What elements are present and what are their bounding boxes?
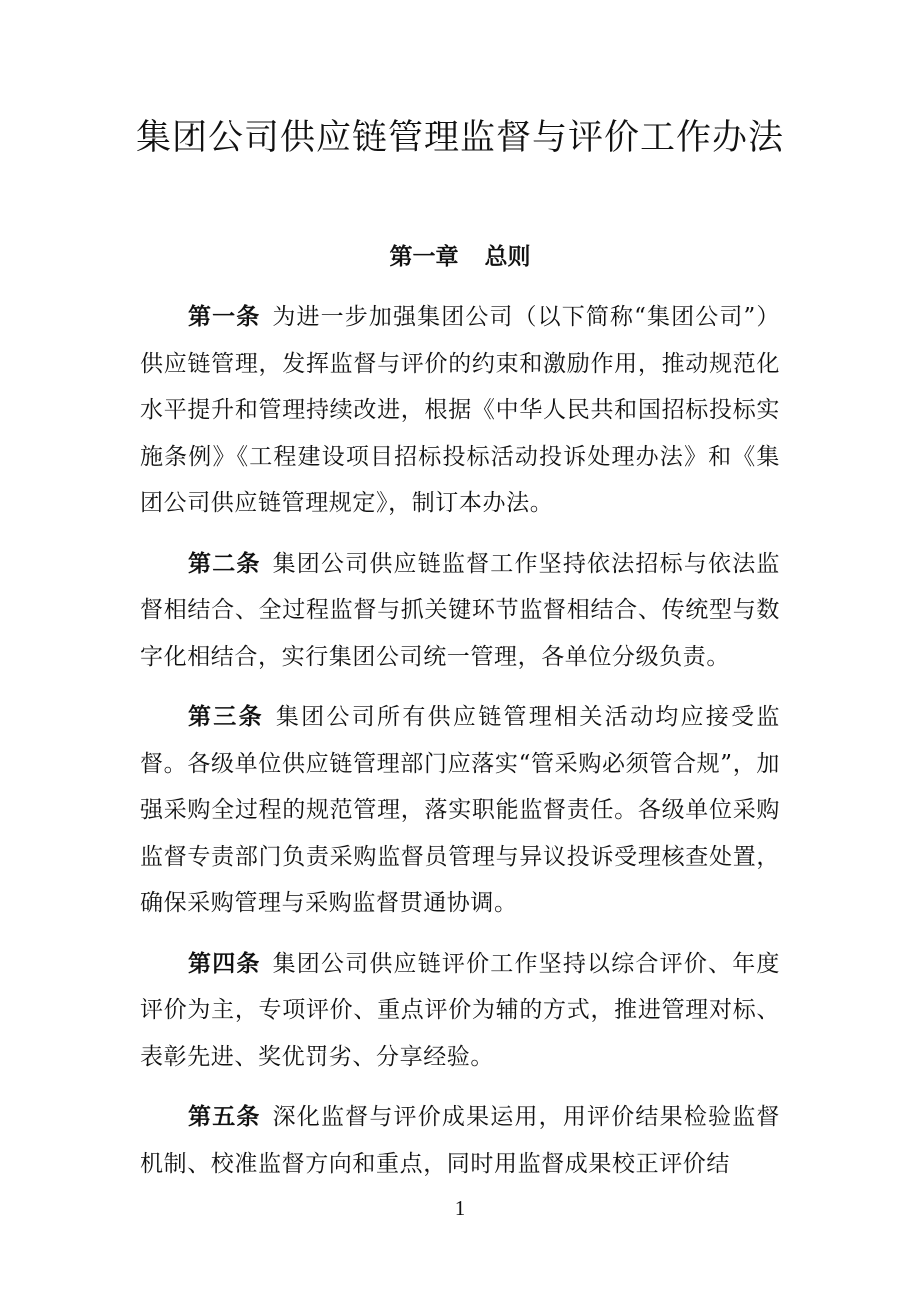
article-1 [140,294,780,527]
article-text: 集团公司所有供应链管理相关活动均应接受监督。各级单位供应链管理部门应落实“管采购必须管合规”，加强采购全过程的规范管理，落实职能监督责任。各级单位采购监督专责部门负责采购监督员管理与异议投诉受理核查处置，确保采购管理与采购监督贯通协调。 [140,704,780,916]
article-label: 第一条 [188,304,261,330]
article-label: 第三条 [188,704,264,730]
chapter-number: 第一章 [389,244,459,270]
chapter-heading [0,238,920,271]
article-4 [140,941,780,1081]
article-label: 第二条 [188,550,261,577]
article-label: 第四条 [188,950,261,977]
article-text: 为进一步加强集团公司（以下简称“集团公司”）供应链管理，发挥监督与评价的约束和激励作用，推动规范化水平提升和管理持续改进，根据《中华人民共和国招标投标实施条例》《工程建设项目招标投标活动投诉处理办法》和《集团公司供应链管理规定》，制订本办法。 [140,304,780,516]
chapter-name: 总则 [484,244,531,270]
document-body [140,294,780,1187]
page-number: 1 [454,1196,466,1220]
document-title: 集团公司供应链管理监督与评价工作办法 [135,118,784,158]
article-label: 第五条 [188,1104,261,1130]
article-text: 深化监督与评价成果运用，用评价结果检验监督机制、校准监督方向和重点，同时用监督成果校正评价结 [140,1104,780,1177]
article-3 [140,694,780,927]
article-5 [140,1094,780,1187]
article-text: 集团公司供应链监督工作坚持依法招标与依法监督相结合、全过程监督与抓关键环节监督相结合、传统型与数字化相结合，实行集团公司统一管理，各单位分级负责。 [140,550,780,670]
article-2 [140,541,780,681]
article-text: 集团公司供应链评价工作坚持以综合评价、年度评价为主，专项评价、重点评价为辅的方式，推进管理对标、表彰先进、奖优罚劣、分享经验。 [140,950,780,1070]
